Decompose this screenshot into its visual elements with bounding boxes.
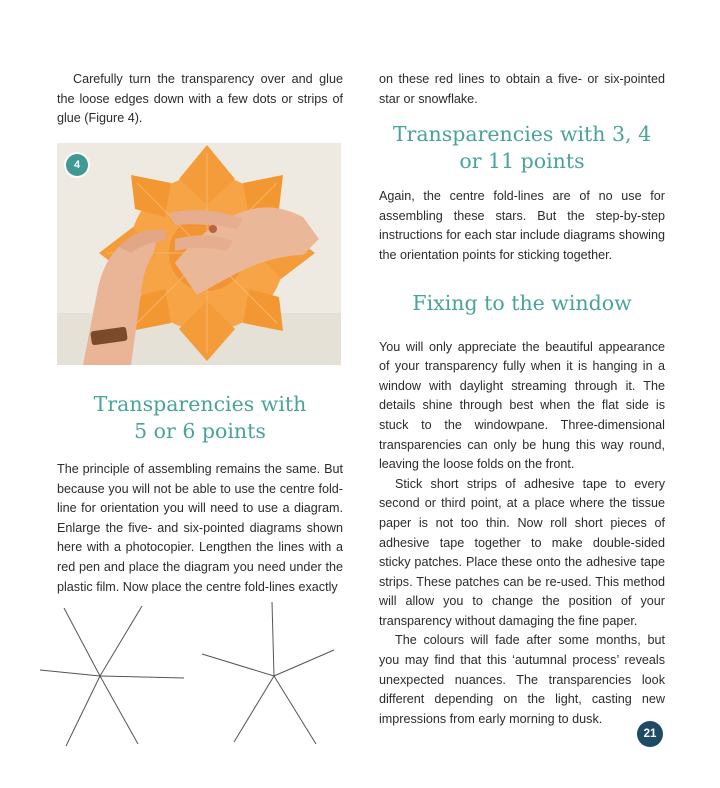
six-point-diagram (40, 606, 184, 746)
heading-fixing-to-window: Fixing to the window (412, 290, 632, 315)
diagrams (24, 600, 354, 750)
left-body-2 (57, 460, 343, 597)
heading-5-or-6-points (57, 391, 343, 445)
five-point-diagram (202, 602, 334, 744)
photo-illustration (57, 143, 341, 365)
right-paragraph-5: The colours will fade after some months, but you may find that this ‘autumnal process’ reveals unexpected nuances. The transparencies look different depending on the light, casting new impressions from early morning to dusk. (379, 633, 665, 726)
heading-line-1: Transparencies with (93, 392, 307, 416)
left-column (57, 70, 343, 129)
right-paragraph-2: Again, the centre fold-lines are of no use for assembling these stars. But the step-by-step instructions for each star include diagrams showing the orientation points for sticking together. (379, 189, 665, 262)
right-paragraph-4: Stick short strips of adhesive tape to every second or third point, at a place where the tissue paper is not too thin. Now roll short pieces of adhesive tape together to make double-sided sticky patches. Place these onto the adhesive tape strips. These patches can be re-used. This method will allow you to change the position of your transparency without damaging the fine paper. (379, 476, 665, 628)
heading-3-4-11-points (379, 121, 665, 175)
star-diagrams (24, 600, 354, 750)
figure-badge: 4 (66, 154, 88, 176)
left-heading-block (57, 391, 343, 445)
right-paragraph-1: on these red lines to obtain a five- or six-pointed star or snowflake. (379, 72, 665, 106)
left-paragraph-1: Carefully turn the transparency over and glue the loose edges down with a few dots or strips of glue (Figure 4). (57, 72, 343, 126)
right-column (379, 70, 665, 729)
heading-line-2: or 11 points (459, 149, 585, 174)
heading-line-2: 5 or 6 points (134, 419, 266, 443)
left-paragraph-2: The principle of assembling remains the same. But because you will not be able to use the centre fold-line for orientation you will need to use a diagram. Enlarge the five- and six-pointed diagrams shown here with a photocopier. Lengthen the lines with a red pen and place the diagram you need under the plastic film. Now place the centre fold-lines exactly (57, 462, 343, 594)
star-transparency-photo (57, 143, 341, 365)
heading-line-1: Transparencies with 3, 4 (392, 122, 652, 147)
page-number: 21 (637, 721, 663, 747)
right-paragraph-3: You will only appreciate the beautiful appearance of your transparency fully when it is hanging in a window with daylight streaming through it. The details shine through best when the flat side is stuck to the windowpane. Three-dimensional transparencies can only be hung this way round, leaving the loose folds on the front. (379, 339, 665, 472)
